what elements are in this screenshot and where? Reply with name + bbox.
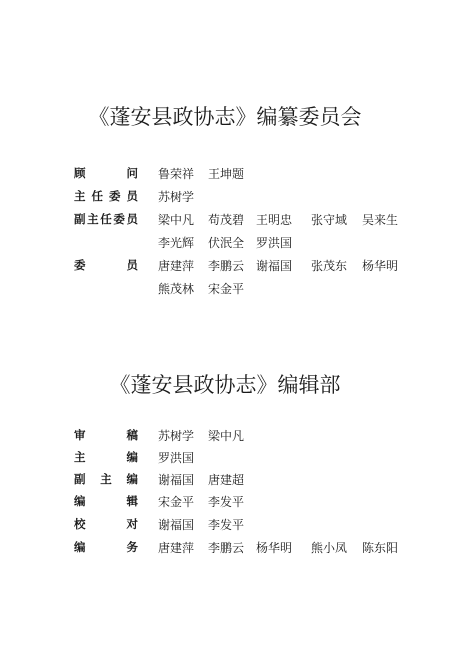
- committee-role-label: [74, 165, 138, 181]
- role-char: 员: [126, 212, 138, 226]
- committee-row: [0, 234, 450, 254]
- committee-row: [0, 188, 450, 208]
- editorial-row: [0, 493, 450, 513]
- role-char: 编: [126, 450, 138, 464]
- role-char: 副: [74, 472, 86, 486]
- person-name: 熊小凤: [311, 541, 348, 555]
- editorial-role-label: [74, 516, 138, 532]
- committee-role-label: [74, 211, 138, 227]
- role-char: 校: [74, 517, 86, 531]
- person-name: 苏树学: [158, 429, 195, 443]
- role-char: 编: [74, 540, 86, 554]
- person-name: 宋金平: [208, 282, 245, 296]
- person-name: 梁中凡: [208, 429, 245, 443]
- role-char: 主: [100, 472, 112, 486]
- editorial-role-label: [74, 449, 138, 465]
- person-name: 苟茂碧: [208, 213, 245, 227]
- role-char: 审: [74, 428, 86, 442]
- role-char: 委: [109, 189, 121, 203]
- person-name: 谢福国: [256, 259, 293, 273]
- person-name: 唐建超: [208, 473, 245, 487]
- person-name: 李发平: [208, 518, 245, 532]
- person-name: 李光辉: [158, 236, 195, 250]
- role-char: 主: [74, 189, 86, 203]
- person-name: 鲁荣祥: [158, 167, 195, 181]
- person-name: 伏泯全: [208, 236, 245, 250]
- editorial-role-label: [74, 471, 138, 487]
- person-name: 谢福国: [158, 473, 195, 487]
- role-char: 员: [126, 258, 138, 272]
- editorial-row: [0, 449, 450, 469]
- person-name: 吴来生: [362, 213, 399, 227]
- person-name: 张茂东: [311, 259, 348, 273]
- person-name: 李鹏云: [208, 259, 245, 273]
- editorial-role-label: [74, 539, 138, 555]
- person-name: 王明忠: [256, 213, 293, 227]
- committee-row: [0, 257, 450, 277]
- editorial-title: 《蓬安县政协志》编辑部: [109, 373, 341, 397]
- person-name: 苏树学: [158, 190, 195, 204]
- person-name: 陈东阳: [362, 541, 399, 555]
- role-char: 顾: [74, 166, 86, 180]
- editorial-row: [0, 427, 450, 447]
- role-char: 问: [126, 166, 138, 180]
- role-char: 委: [74, 258, 86, 272]
- role-char: 务: [126, 540, 138, 554]
- role-char: 副: [74, 212, 86, 226]
- person-name: 李发平: [208, 495, 245, 509]
- person-name: 张守域: [311, 213, 348, 227]
- committee-row: [0, 280, 450, 300]
- editorial-row: [0, 516, 450, 536]
- role-char: 委: [113, 212, 125, 226]
- role-char: 主: [87, 212, 99, 226]
- person-name: 杨华明: [256, 541, 293, 555]
- editorial-role-label: [74, 427, 138, 443]
- person-name: 谢福国: [158, 518, 195, 532]
- person-name: 王坤题: [208, 167, 245, 181]
- role-char: 员: [126, 189, 138, 203]
- editorial-row: [0, 539, 450, 559]
- role-char: 主: [74, 450, 86, 464]
- committee-title: 《蓬安县政协志》编纂委员会: [88, 105, 362, 129]
- role-char: 编: [126, 472, 138, 486]
- person-name: 梁中凡: [158, 213, 195, 227]
- role-char: 辑: [126, 494, 138, 508]
- person-name: 唐建萍: [158, 259, 195, 273]
- role-char: 稿: [126, 428, 138, 442]
- committee-row: [0, 165, 450, 185]
- role-char: 任: [100, 212, 112, 226]
- person-name: 李鹏云: [208, 541, 245, 555]
- person-name: 唐建萍: [158, 541, 195, 555]
- person-name: 罗洪国: [158, 451, 195, 465]
- person-name: 杨华明: [362, 259, 399, 273]
- role-char: 编: [74, 494, 86, 508]
- committee-role-label: [74, 188, 138, 204]
- editorial-row: [0, 471, 450, 491]
- role-char: 任: [91, 189, 103, 203]
- person-name: 罗洪国: [256, 236, 293, 250]
- committee-row: [0, 211, 450, 231]
- editorial-role-label: [74, 493, 138, 509]
- person-name: 宋金平: [158, 495, 195, 509]
- committee-role-label: [74, 257, 138, 273]
- person-name: 熊茂林: [158, 282, 195, 296]
- role-char: 对: [126, 517, 138, 531]
